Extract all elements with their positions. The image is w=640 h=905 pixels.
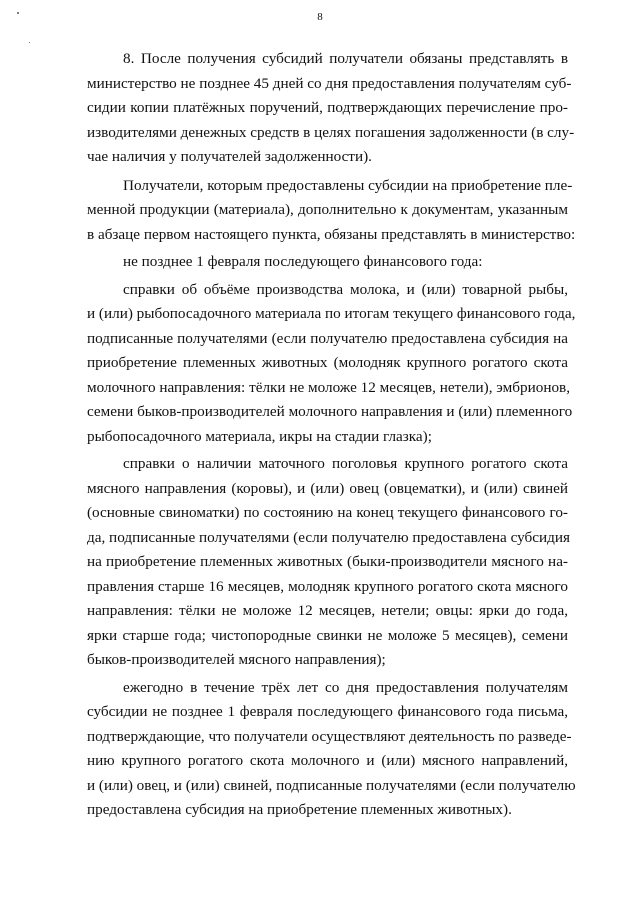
text-line: менной продукции (материала), дополнительно к документам, указанным <box>87 201 568 218</box>
text-line: семени быков-производителей молочного направления и (или) племенного <box>87 403 573 420</box>
scan-dot-mark <box>17 12 19 14</box>
text-line: министерство не позднее 45 дней со дня предоставления получателям суб- <box>87 74 572 92</box>
text-line: направления: тёлки не моложе 12 месяцев, нетели; овцы: ярки до года, <box>87 602 568 619</box>
paragraph-recipients <box>87 174 576 248</box>
text-line: нию крупного рогатого скота молочного и (или) мясного направлений, <box>87 752 568 769</box>
text-line: субсидии не позднее 1 февраля последующего финансового года письма, <box>87 703 568 720</box>
paragraph-annual-letters <box>87 676 576 823</box>
document-body <box>87 47 576 823</box>
paragraph-livestock-reference <box>87 452 568 673</box>
text-line: ярки старше года; чистопородные свинки не моложе 5 месяцев), семени <box>87 626 568 644</box>
text-line: предоставлена субсидия на приобретение племенных животных). <box>87 801 512 818</box>
scan-dot-mark <box>29 42 30 43</box>
text-line: на приобретение племенных животных (быки-производители мясного на- <box>87 553 568 570</box>
text-line: (основные свиноматки) по состоянию на конец текущего финансового го- <box>87 504 568 521</box>
paragraph-milk-fish-reference <box>87 278 576 450</box>
text-line: справки о наличии маточного поголовья крупного рогатого скота <box>123 455 568 472</box>
text-line: сидии копии платёжных поручений, подтверждающих перечисление про- <box>87 99 568 116</box>
text-line: правления старше 16 месяцев, молодняк крупного рогатого скота мясного <box>87 577 568 595</box>
text-line: да, подписанные получателями (если получателю предоставлена субсидия <box>87 528 570 546</box>
text-line: чае наличия у получателей задолженности). <box>87 148 372 165</box>
text-line: приобретение племенных животных (молодняк крупного рогатого скота <box>87 354 568 371</box>
text-line: рыбопосадочного материала, икры на стадии глазка); <box>87 427 432 445</box>
page-number: 8 <box>317 11 323 23</box>
text-line: мясного направления (коровы), и (или) овец (овцематки), и (или) свиней <box>87 479 568 497</box>
text-line: молочного направления: тёлки не моложе 12 месяцев, нетели), эмбрионов, <box>87 378 571 396</box>
text-line: 8. После получения субсидий получатели обязаны представлять в <box>123 50 568 67</box>
paragraph-8 <box>87 47 575 170</box>
text-line: Получатели, которым предоставлены субсидии на приобретение пле- <box>123 176 573 194</box>
text-line: в абзаце первом настоящего пункта, обязаны представлять в министерство: <box>87 225 576 243</box>
text-line: ежегодно в течение трёх лет со дня предоставления получателям <box>123 678 568 696</box>
text-line: и (или) рыбопосадочного материала по итогам текущего финансового года, <box>87 305 576 322</box>
text-line: изводителями денежных средств в целях погашения задолженности (в слу- <box>87 123 575 141</box>
text-line: не позднее 1 февраля последующего финансового года: <box>123 253 483 270</box>
text-line: быков-производителей мясного направления); <box>87 651 386 668</box>
text-line: подтверждающие, что получатели осуществляют деятельность по разведе- <box>87 727 572 745</box>
text-line: подписанные получателями (если получателю предоставлена субсидия на <box>87 329 568 347</box>
text-line: справки об объёме производства молока, и (или) товарной рыбы, <box>123 280 568 298</box>
paragraph-deadline <box>87 250 568 275</box>
text-line: и (или) овец, и (или) свиней, подписанные получателями (если получателю <box>87 776 576 794</box>
